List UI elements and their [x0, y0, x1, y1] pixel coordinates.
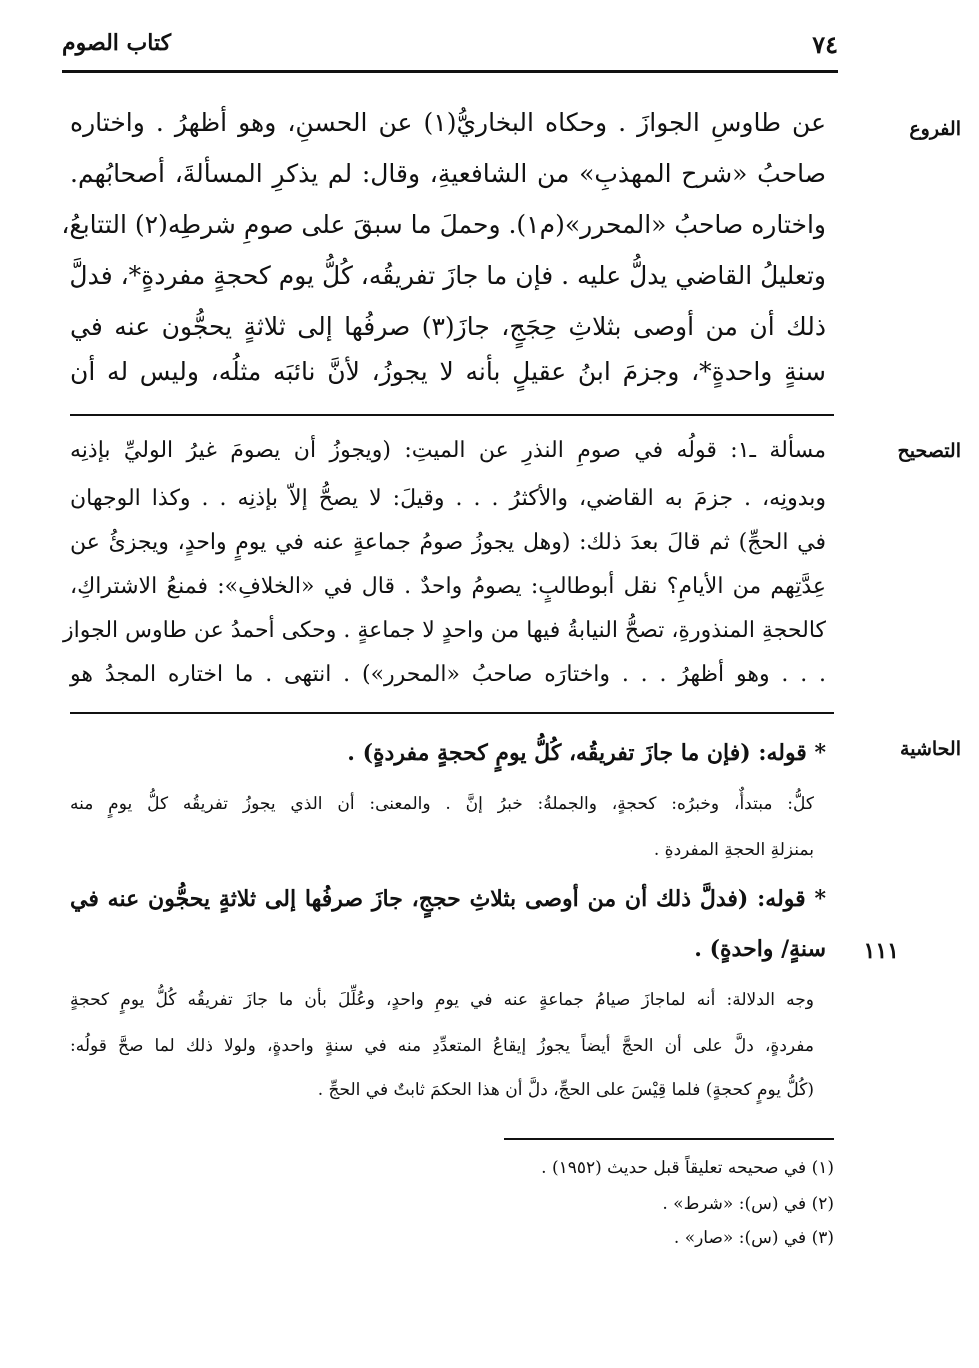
furu-line: واختاره صاحبُ «المحرر»(م١). وحملَ ما سبقَ على صومِ شرطِه(٢) التتابعُ،	[61, 210, 826, 239]
hashiya-explanation: وجه الدلالة: أنه لماجازَ صيامُ جماعةٍ عنه في يومِ واحدٍ، وعُلِّلَ بأن ما جازَ تفريقُه كُلُّ يومٍ كحجةٍ	[70, 990, 815, 1010]
tashih-line: عِدَّتِهم من الأيامِ؟ نقل أبوطالبٍ: يصومُ واحدٌ . قال في «الخلافِ»: فمنعُ الاشتراكِ،	[70, 574, 826, 599]
footnote-rule	[504, 1138, 834, 1140]
page-header	[62, 30, 838, 70]
hashiya-explanation: (كُلُّ يومٍ كحجةٍ) فلما قِيْسَ على الحجِّ، دلَّ أن هذا الحكمَ ثابتٌ في الحجِّ .	[317, 1080, 814, 1100]
furu-line: ذلك أن من أوصى بثلاثِ حِجَجٍ، جازَ(٣) صرفُها إلى ثلاثةٍ يحجُّون عنه في	[70, 312, 826, 341]
furu-line: صاحبُ «شرح المهذبِ» من الشافعيةِ، وقال: لم يذكرِ المسألةَ، أصحابُهم.	[70, 159, 826, 188]
tashih-line: . . . وهو أظهرُ . . . واختارَه صاحبُ «المحرر») . انتهى . ما اختاره المجدُ هو	[70, 662, 826, 687]
tashih-line: مسألة ـ١: قولُه في صومِ النذرِ عن الميتِ: (ويجوزُ أن يصومَ غيرُ الوليِّ بإذنِه	[70, 438, 826, 463]
section-divider	[70, 414, 834, 416]
hashiya-explanation: كلُّ: مبتدأٌ، وخبرُه: كحجةٍ، والجملةُ: خبرُ إنَّ . والمعنى: أن الذي يجوزُ تفريقُه كلُّ يومٍ منه	[70, 794, 814, 814]
hashiya-quote: سنةٍ/ واحدةٍ) .	[694, 936, 826, 962]
furu-label: الفروع	[909, 118, 961, 140]
manuscript-folio-number: ١١١	[863, 938, 899, 964]
section-divider	[70, 712, 834, 714]
footnote: (١) في صحيحه تعليقاً قبل حديث (١٩٥٢) .	[541, 1158, 834, 1178]
header-rule	[62, 70, 838, 73]
hashiya-label: الحاشية	[900, 738, 961, 760]
tashih-line: وبدونِه، . جزمَ به القاضي، والأكثرُ . . . وقيلَ: لا يصحُّ إلاّ بإذنِه . . وكذا الوجهان	[70, 486, 826, 511]
hashiya-explanation: بمنزلةِ الحجةِ المفردةِ .	[653, 840, 814, 860]
page-number: ٧٤	[812, 30, 838, 59]
footnote: (٢) في (س): «شرط» .	[662, 1194, 834, 1214]
footnote: (٣) في (س): «صار» .	[673, 1228, 834, 1248]
hashiya-explanation: مفردةٍ، دلَّ على أن الحجَّ أيضاً يجوزُ إيقاعُ المتعدِّدِ منه في سنةٍ واحدةٍ، ولولا ذلك لما صحَّ قولُه:	[70, 1036, 814, 1056]
hashiya-quote: * قوله: (فدلَّ ذلك أن من أوصى بثلاثِ حججٍ، جازَ صرفُها إلى ثلاثةٍ يحجُّون عنه في	[70, 886, 826, 912]
furu-line: عن طاوسِ الجوازَ . وحكاه البخاريُّ(١) عن الحسنِ، وهو أظهرُ . واختاره	[70, 108, 827, 137]
hashiya-quote: * قوله: (فإن ما جازَ تفريقُه، كُلُّ يومٍ كحجةٍ مفردةٍ) .	[347, 740, 826, 766]
furu-line: سنةٍ واحدةٍ*، وجزمَ ابنُ عقيلٍ بأنه لا يجوزُ، لأنَّ نائبَه مثلُه، وليس له أن	[70, 357, 826, 386]
tashih-label: التصحيح	[897, 440, 961, 462]
tashih-line: كالحجةِ المنذورةِ، تصحُّ النيابةُ فيها من واحدٍ لا جماعةٍ . وحكى أحمدُ عن طاوس الجواز	[63, 618, 826, 643]
tashih-line: في الحجِّ) ثم قالَ بعدَ ذلك: (وهل يجوزُ صومُ جماعةٍ عنه في يومٍ واحدٍ، ويجزئُ عن	[70, 530, 826, 555]
running-title: كتاب الصوم	[62, 30, 172, 56]
furu-line: وتعليلُ القاضي يدلُّ عليه . فإن ما جازَ تفريقُه، كُلُّ يوم كحجةٍ مفردةٍ*، فدلَّ	[69, 261, 826, 290]
